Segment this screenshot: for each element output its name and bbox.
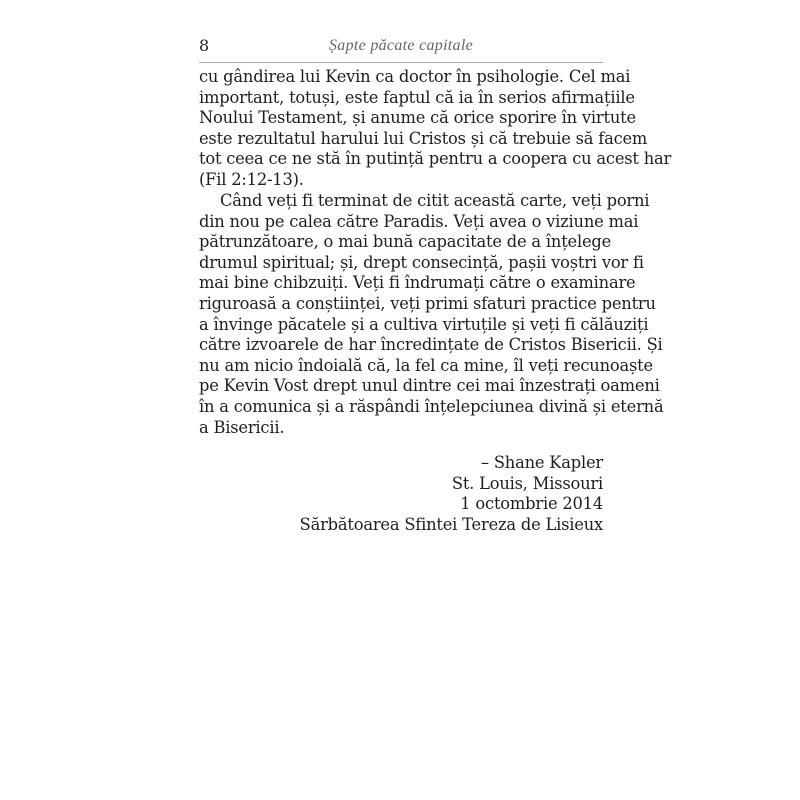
text-line: Noului Testament, și anume că orice sporire în virtute bbox=[199, 108, 636, 128]
text-line: către izvoarele de har încredințate de Cristos Bisericii. Și bbox=[199, 335, 663, 355]
text-line: pe Kevin Vost drept unul dintre cei mai înzestrați oameni bbox=[199, 376, 660, 396]
paragraph-2 bbox=[199, 191, 664, 438]
header-divider bbox=[199, 62, 603, 63]
text-line: tot ceea ce ne stă în putință pentru a coopera cu acest har bbox=[199, 149, 672, 169]
text-line: (Fil 2:12-13). bbox=[199, 169, 304, 189]
text-line: pătrunzătoare, o mai bună capacitate de a înțelege bbox=[199, 232, 612, 252]
text-line: riguroasă a conștiinței, veți primi sfaturi practice pentru bbox=[199, 293, 656, 313]
text-line: cu gândirea lui Kevin ca doctor în psihologie. Cel mai bbox=[199, 67, 631, 86]
text-line: în a comunica și a răspândi înțelepciunea divină și eternă bbox=[199, 396, 664, 416]
text-line: nu am nicio îndoială că, la fel ca mine, îl veți recunoaște bbox=[199, 355, 653, 375]
text-line: Când veți fi terminat de citit această carte, veți porni bbox=[220, 191, 650, 210]
text-line: din nou pe calea către Paradis. Veți avea o viziune mai bbox=[199, 211, 639, 231]
text-line: drumul spiritual; și, drept consecință, pașii voștri vor fi bbox=[199, 252, 644, 272]
text-line: a învinge păcatele și a cultiva virtuțile și veți fi călăuziți bbox=[199, 314, 649, 334]
paragraph-1 bbox=[199, 67, 672, 191]
text-line: este rezultatul harului lui Cristos și că trebuie să facem bbox=[199, 128, 648, 148]
text-line: important, totuși, este faptul că ia în serios afirmațiile bbox=[199, 87, 635, 107]
text-line: mai bine chibzuiți. Veți fi îndrumați către o examinare bbox=[199, 273, 636, 293]
text-line: a Bisericii. bbox=[199, 417, 285, 437]
signature-feast: Sărbătoarea Sfintei Tereza de Lisieux bbox=[299, 514, 603, 534]
page-number: 8 bbox=[199, 36, 210, 55]
signature-author: – Shane Kapler bbox=[480, 453, 603, 472]
signature-date: 1 octombrie 2014 bbox=[460, 494, 603, 514]
signature-block bbox=[300, 453, 603, 535]
signature-place: St. Louis, Missouri bbox=[451, 473, 603, 493]
running-header-title: Șapte păcate capitale bbox=[328, 37, 474, 54]
